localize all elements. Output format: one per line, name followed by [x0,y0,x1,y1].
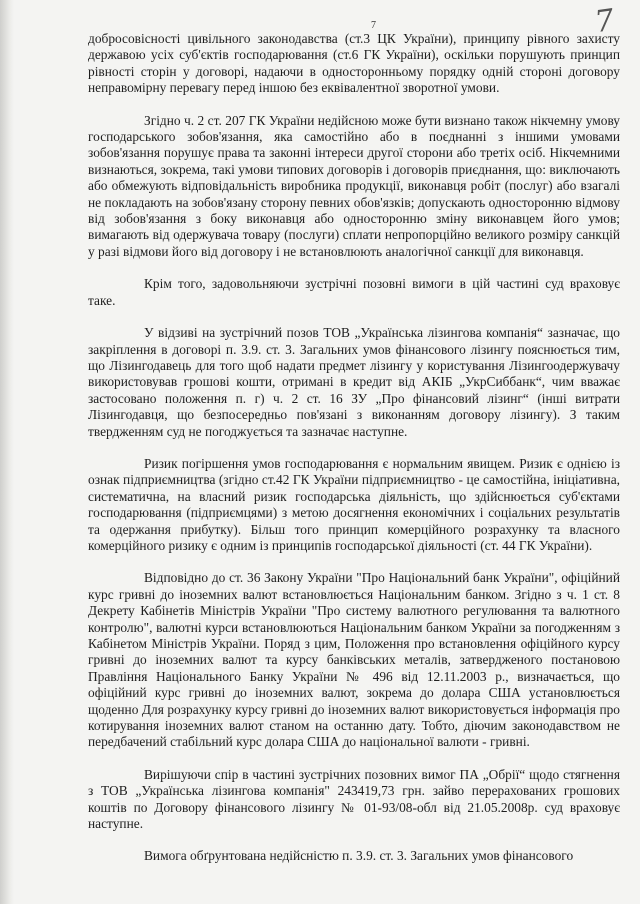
paragraph: добросовісності цивільного законодавства (ст.3 ЦК України), принципу рівного захисту державою усіх суб'єктів господарювання (ст.6 ГК України), оскільки порушують принцип рівності сторін у договорі, надаючи в односторонньому порядку одній стороні договору неправомірну перевагу перед іншою без еквівалентної зворотної умови. [88,31,620,96]
paragraph: Крім того, задовольняючи зустрічні позовні вимоги в цій частині суд враховує таке. [88,276,620,308]
paragraph: Згідно ч. 2 ст. 207 ГК України недійсною може бути визнано також нікчемну умову господарського зобов'язання, яка самостійно або в поєднанні з іншими умовами зобов'язання порушує права та законні інтереси другої сторони або третіх осіб. Нікчемними визнаються, зокрема, такі умови типових договорів і договорів приєднання, що: виключають або обмежують відповідальність виробника продукції, виконавця робіт (послуг) або взагалі не покладають на зобов'язану сторону певних обов'язків; допускають односторонню відмову від зобов'язання з боку виконавця або односторонню зміну виконавцем його умов; вимагають від одержувача товару (послуги) сплати непропорційно великого розміру санкцій у разі відмови його від договору і не встановлюють аналогічної санкції для виконавця. [88,112,620,259]
paragraph: Вимога обґрунтована недійсністю п. 3.9. ст. 3. Загальних умов фінансового [144,848,574,864]
paragraph: У відзиві на зустрічний позов ТОВ „Українська лізингова компанія“ зазначає, що закріплення в договорі п. 3.9. ст. 3. Загальних умов фінансового лізингу пояснюється тим, що Лізингодавець для того щоб надати предмет лізингу у користування Лізингоодержувачу використовував грошові кошти, отримані в кредит від АКІБ „УкрСиббанк“, чим вважає застосовано положення п. г) ч. 2 ст. 16 ЗУ „Про фінансовий лізинг“ (інші витрати Лізингодавця, що безпосередньо пов'язані з виконанням договору лізингу). З таким твердженням суд не погоджується та зазначає наступне. [88,325,620,439]
paragraph: Відповідно до ст. 36 Закону України "Про Національний банк України", офіційний курс гривні до іноземних валют встановлюється Національним банком. Згідно з ч. 1 ст. 8 Декрету Кабінетів Міністрів України "Про систему валютного регулювання та валютного контролю", валютні курси встановлюються Національним банком України за погодженням з Кабінетом Міністрів України. Поряд з цим, Положення про встановлення офіційного курсу гривні до іноземних валют та курсу банківських металів, затвердженого постановою Правління Національного Банку України № 496 від 12.11.2003 р., визначається, що офіційний курс гривні до іноземних валют, зокрема до долара США установлюється щоденно Для розрахунку курсу гривні до іноземних валют використовується інформація про котирування іноземних валют станом на останню дату. Тобто, діючим законодавством не передбачений стабільний курс долара США до національної валюти - гривні. [88,570,620,750]
page-number: 7 [371,20,376,31]
document-body [88,31,620,881]
paragraph: Вирішуючи спір в частині зустрічних позовних вимог ПА „Обрії“ щодо стягнення з ТОВ „Українська лізингова компанія" 243419,73 грн. зайво перерахованих грошових коштів по Договору фінансового лізингу № 01-93/08-обл від 21.05.2008р. суд враховує наступне. [88,766,620,832]
scan-page-edge [0,0,14,904]
paragraph: Ризик погіршення умов господарювання є нормальним явищем. Ризик є однією із ознак підприємництва (згідно ст.42 ГК України підприємництво - це самостійна, ініціативна, систематична, на власний ризик господарська діяльність, що здійснюється суб'єктами господарювання (підприємцями) з метою досягнення економічних і соціальних результатів та одержання прибутку). Більш того принцип комерційного розрахунку та власного комерційного ризику є одним із принципів господарської діяльності (ст. 44 ГК України). [88,455,620,553]
handwritten-page-number: 7 [592,2,617,41]
